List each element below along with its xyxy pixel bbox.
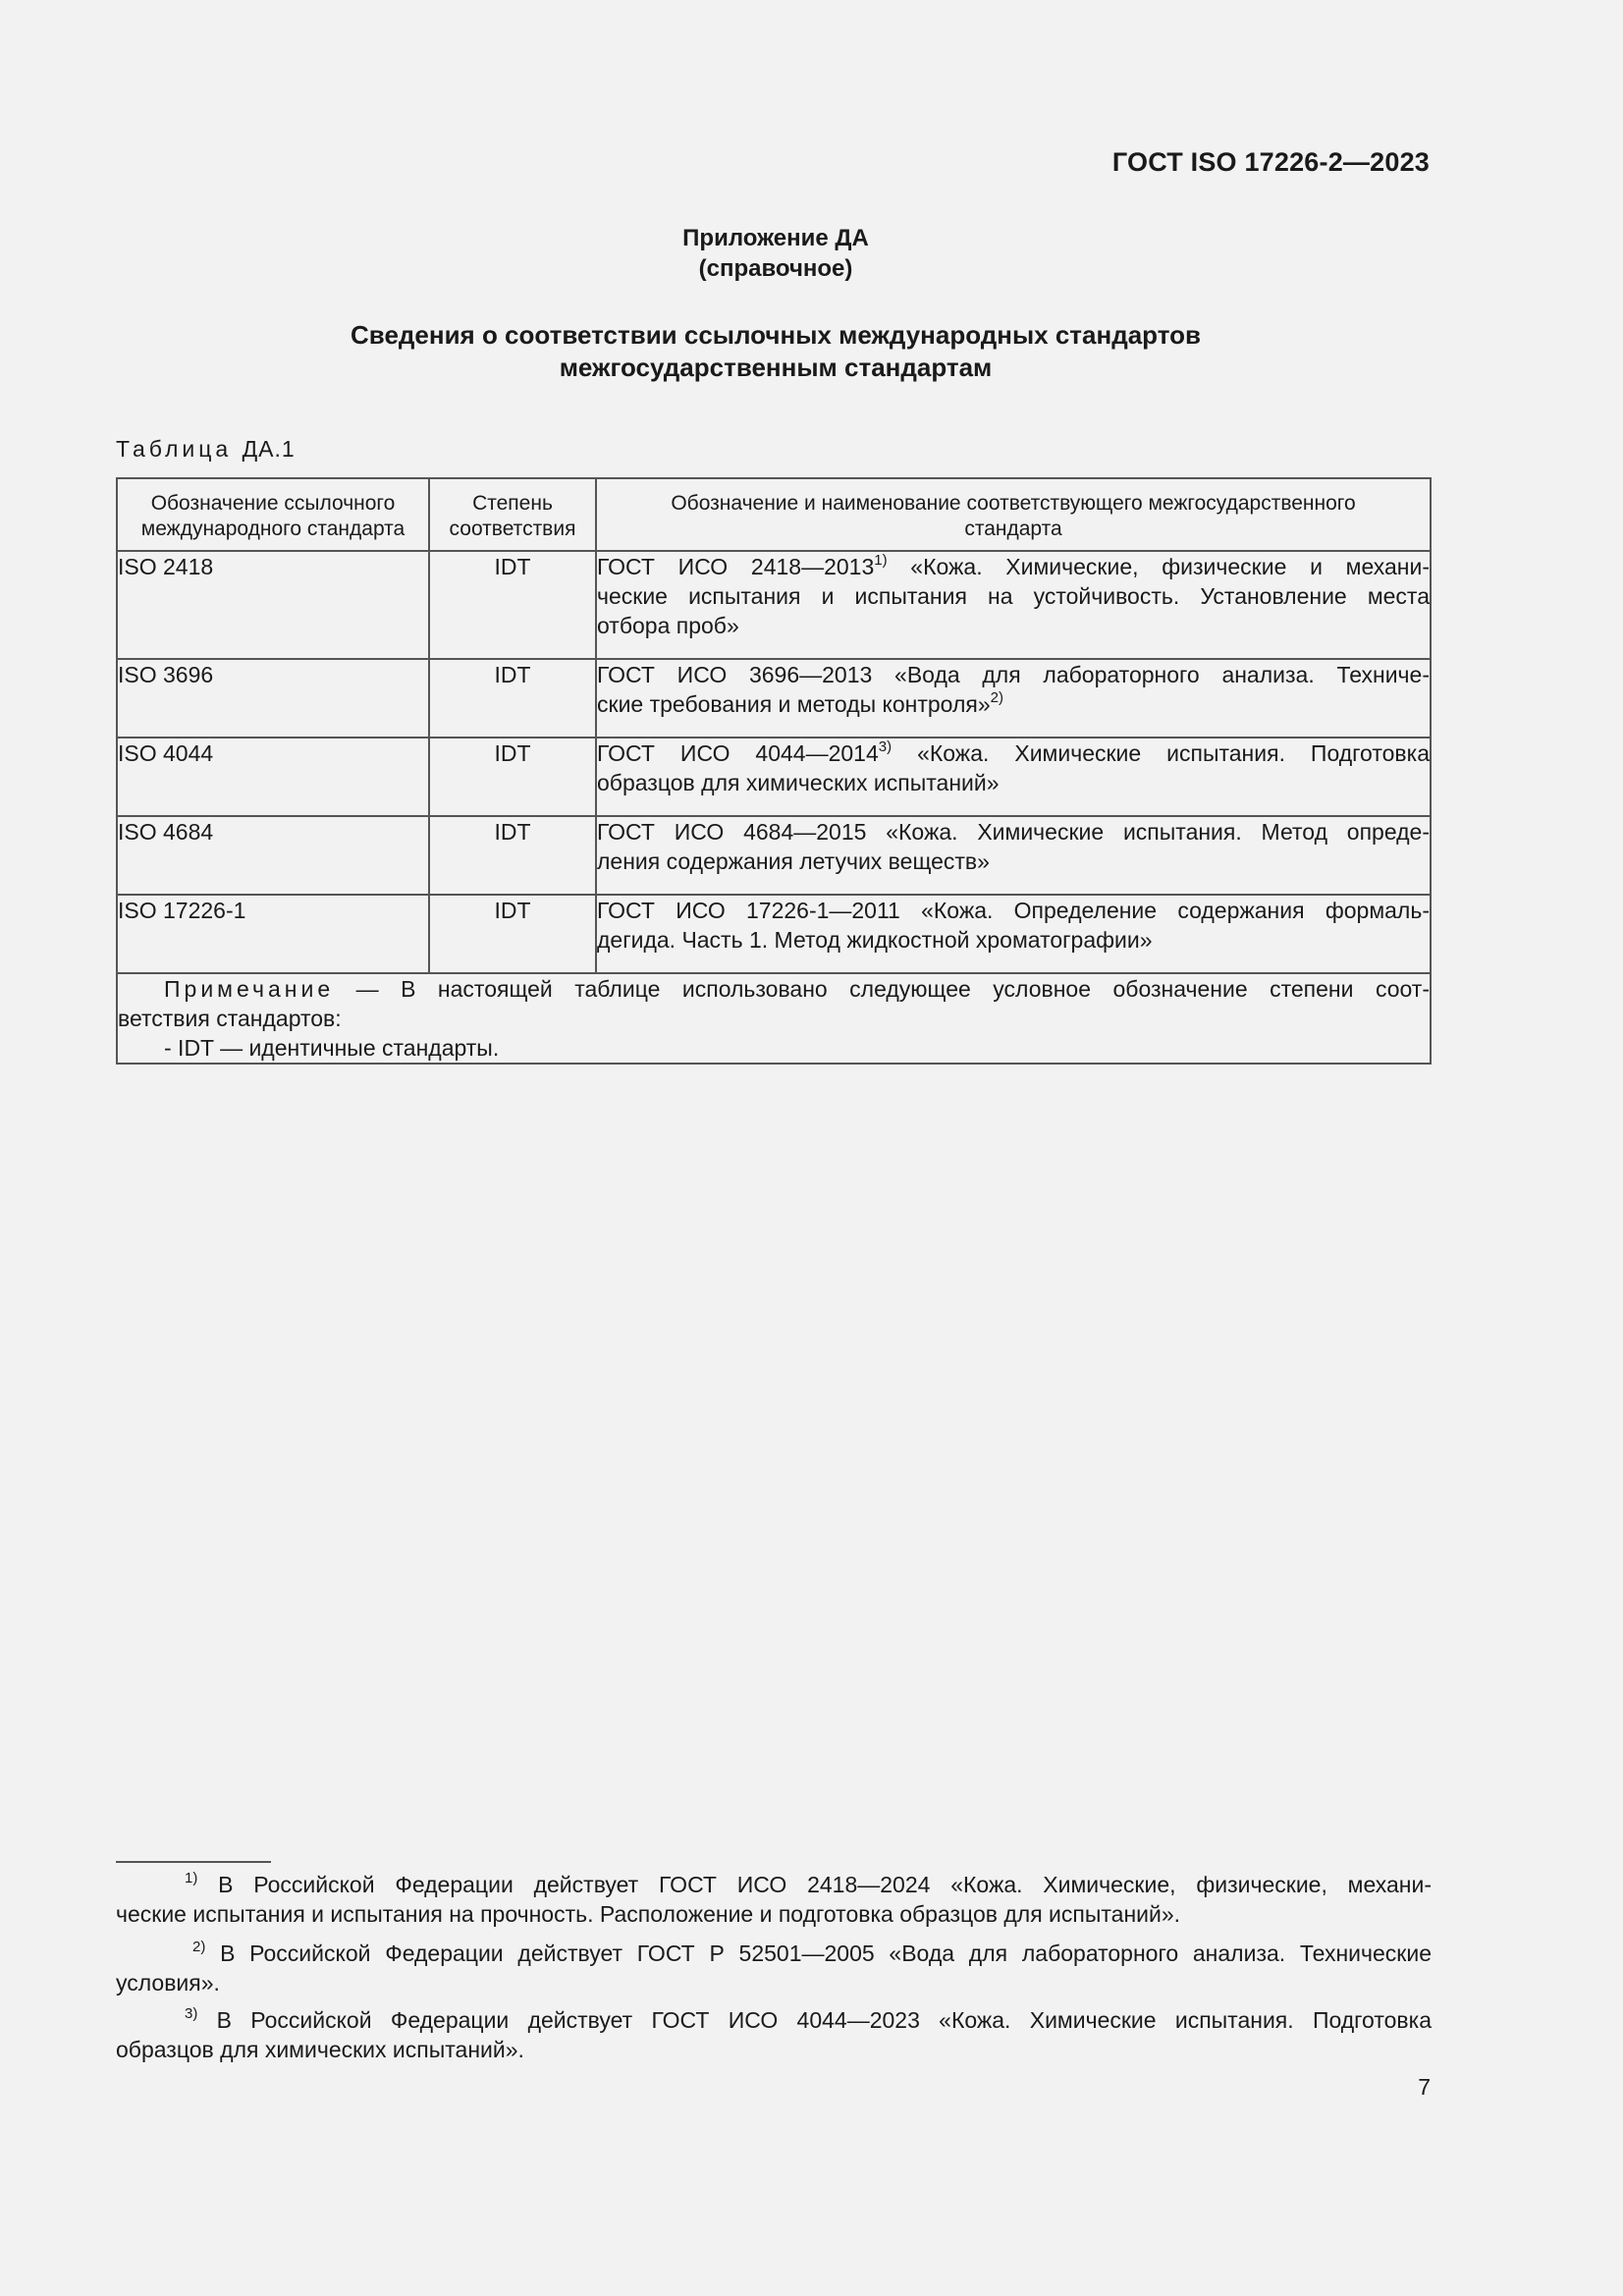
cell-line: ГОСТ ИСО 17226-1—2011 «Кожа. Определение содержания формаль- [597,898,1430,923]
note-label: Примечание [164,976,335,1002]
footnote-line [116,2005,1432,2035]
header-interstate-line2: стандарта [964,518,1062,540]
header-degree [429,478,596,551]
footnote-text: В Российской Федерации действует ГОСТ Р 52501—2005 «Вода для лабораторного анализа. Технические [205,1941,1432,1966]
cell-line: ГОСТ ИСО 3696—2013 «Вода для лабораторного анализа. Техниче- [597,662,1430,687]
footnote-text: В Российской Федерации действует ГОСТ ИСО 4044—2023 «Кожа. Химические испытания. Подготовка [197,2007,1432,2033]
cell-text: ские требования и методы контроля» [597,691,991,717]
cell-interstate-name [596,738,1431,816]
footnote-ref[interactable]: 2) [990,689,1003,706]
cell-standard: ISO 17226-1 [117,895,429,973]
footnote-line [116,1939,1432,1968]
annex-kind: (справочное) [698,255,853,282]
cell-text: «Кожа. Химические, физические и механи- [887,554,1430,579]
cell-line [597,552,1430,581]
cell-line [597,689,1430,719]
cell-interstate-name [596,659,1431,738]
cell-line: ческие испытания и испытания на устойчивость. Установление места [597,583,1430,609]
cell-line: ГОСТ ИСО 4684—2015 «Кожа. Химические испытания. Метод опреде- [597,819,1430,845]
header-standard [117,478,429,551]
footnote-separator [116,1861,271,1863]
table-row [117,816,1431,895]
header-degree-line2: соответствия [449,518,576,540]
footnote-ref[interactable]: 1) [874,552,888,569]
cell-degree: IDT [429,738,596,816]
annex-heading-line2: межгосударственным стандартам [559,353,993,382]
footnote-line: образцов для химических испытаний». [116,2037,524,2062]
footnote-line: ческие испытания и испытания на прочность. Расположение и подготовка образцов для испытаний». [116,1901,1181,1927]
cell-interstate-name [596,816,1431,895]
footnote-3 [116,2005,1432,2064]
table-caption-number: ДА.1 [242,436,296,462]
footnote-1 [116,1870,1432,1929]
header-standard-line1: Обозначение ссылочного [150,492,396,515]
cell-degree: IDT [429,659,596,738]
cell-text: ГОСТ ИСО 4044—2014 [597,740,879,766]
note-text: — В настоящей таблице использовано следующее условное обозначение степени соот- [334,976,1430,1002]
header-standard-line2: международного стандарта [140,518,406,540]
page-number: 7 [1418,2074,1431,2100]
cell-standard: ISO 3696 [117,659,429,738]
cell-standard: ISO 4044 [117,738,429,816]
table-note [117,973,1431,1064]
footnote-ref[interactable]: 3) [878,738,893,755]
header-interstate-standard [596,478,1431,551]
footnote-mark: 1) [185,1870,198,1886]
cell-degree: IDT [429,816,596,895]
cell-text: «Кожа. Химические испытания. Подготовка [892,740,1430,766]
note-line [118,974,1430,1004]
table-header-row [117,478,1431,551]
footnote-text: В Российской Федерации действует ГОСТ ИСО 2418—2024 «Кожа. Химические, физические, механи- [197,1872,1432,1897]
document-code: ГОСТ ISO 17226-2—2023 [1111,147,1430,177]
table-row [117,659,1431,738]
note-line: - IDT — идентичные стандарты. [164,1035,500,1061]
cell-interstate-name [596,895,1431,973]
cell-interstate-name [596,551,1431,659]
correspondence-table [116,477,1432,1065]
cell-line: образцов для химических испытаний» [597,770,1000,795]
annex-heading-line1: Сведения о соответствии ссылочных международных стандартов [351,320,1201,350]
table-caption [116,436,296,463]
cell-standard: ISO 4684 [117,816,429,895]
header-interstate-line1: Обозначение и наименование соответствующего межгосударственного [671,492,1356,515]
cell-line [597,738,1430,768]
header-degree-line1: Степень [472,492,553,515]
cell-line: отбора проб» [597,613,739,638]
table-row [117,738,1431,816]
cell-degree: IDT [429,551,596,659]
cell-standard: ISO 2418 [117,551,429,659]
footnote-mark: 2) [192,1939,206,1955]
cell-text: ГОСТ ИСО 2418—2013 [597,554,875,579]
cell-line: ления содержания летучих веществ» [597,848,990,874]
cell-line: дегида. Часть 1. Метод жидкостной хроматографии» [597,927,1153,953]
table-row [117,895,1431,973]
footnote-line: условия». [116,1970,220,1995]
footnote-mark: 3) [185,2005,198,2022]
table-note-row [117,973,1431,1064]
note-line: ветствия стандартов: [118,1006,342,1031]
table-caption-word: Таблица [116,436,233,462]
footnote-line [116,1870,1432,1899]
annex-title: Приложение ДА [682,225,869,251]
footnote-2 [116,1939,1432,1997]
table-row [117,551,1431,659]
cell-degree: IDT [429,895,596,973]
